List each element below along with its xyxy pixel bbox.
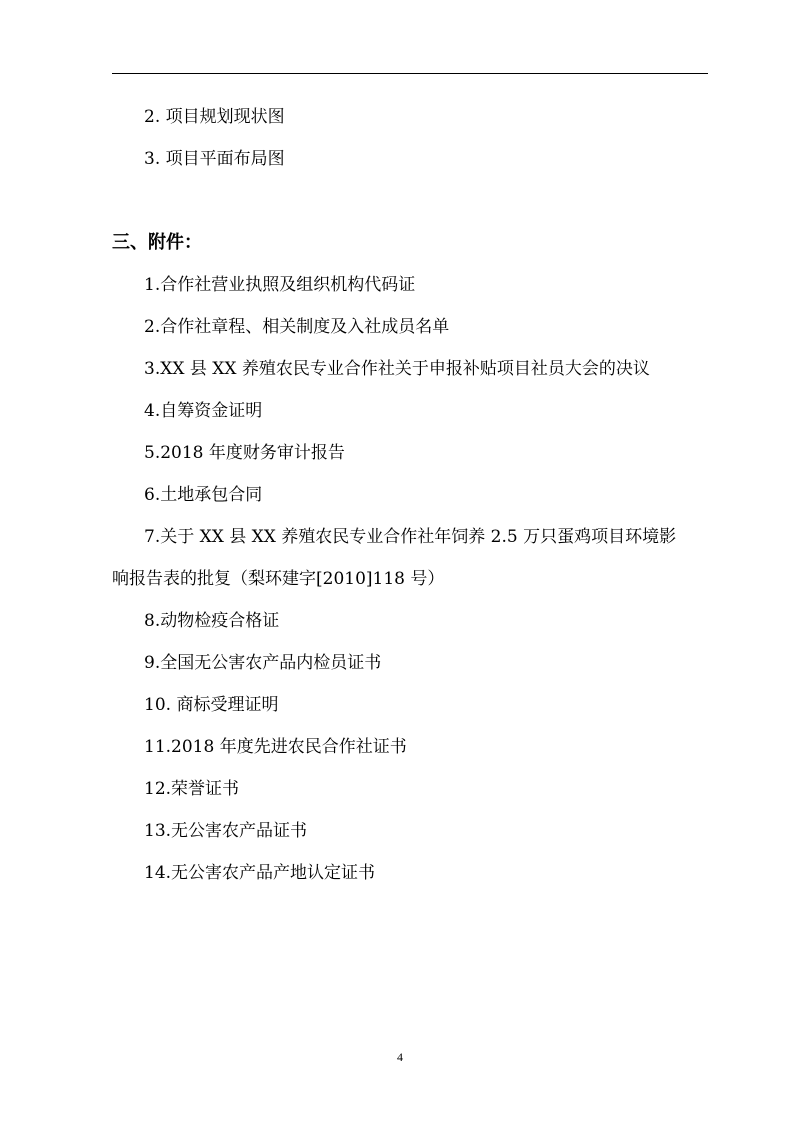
list-item-continuation: 响报告表的批复（梨环建字[2010]118 号） bbox=[112, 569, 445, 589]
header-rule bbox=[112, 73, 708, 74]
list-item: 8.动物检疫合格证 bbox=[144, 611, 280, 631]
page-number: 4 bbox=[397, 1050, 403, 1064]
list-item: 9.全国无公害农产品内检员证书 bbox=[144, 653, 382, 673]
list-item: 6.土地承包合同 bbox=[144, 485, 263, 505]
list-item: 4.自筹资金证明 bbox=[144, 401, 263, 421]
list-item: 2.合作社章程、相关制度及入社成员名单 bbox=[144, 317, 450, 337]
list-item: 14.无公害农产品产地认定证书 bbox=[144, 863, 376, 883]
list-item: 3.XX 县 XX 养殖农民专业合作社关于申报补贴项目社员大会的决议 bbox=[144, 359, 650, 379]
list-item: 2. 项目规划现状图 bbox=[144, 107, 285, 127]
section-heading: 三、附件： bbox=[112, 232, 202, 253]
list-item: 1.合作社营业执照及组织机构代码证 bbox=[144, 275, 416, 295]
list-item: 3. 项目平面布局图 bbox=[144, 149, 285, 169]
list-item: 11.2018 年度先进农民合作社证书 bbox=[144, 737, 407, 757]
list-item: 7.关于 XX 县 XX 养殖农民专业合作社年饲养 2.5 万只蛋鸡项目环境影 bbox=[144, 527, 677, 547]
list-item: 10. 商标受理证明 bbox=[144, 695, 279, 715]
list-item: 13.无公害农产品证书 bbox=[144, 821, 308, 841]
list-item: 12.荣誉证书 bbox=[144, 779, 240, 799]
list-item: 5.2018 年度财务审计报告 bbox=[144, 443, 345, 463]
